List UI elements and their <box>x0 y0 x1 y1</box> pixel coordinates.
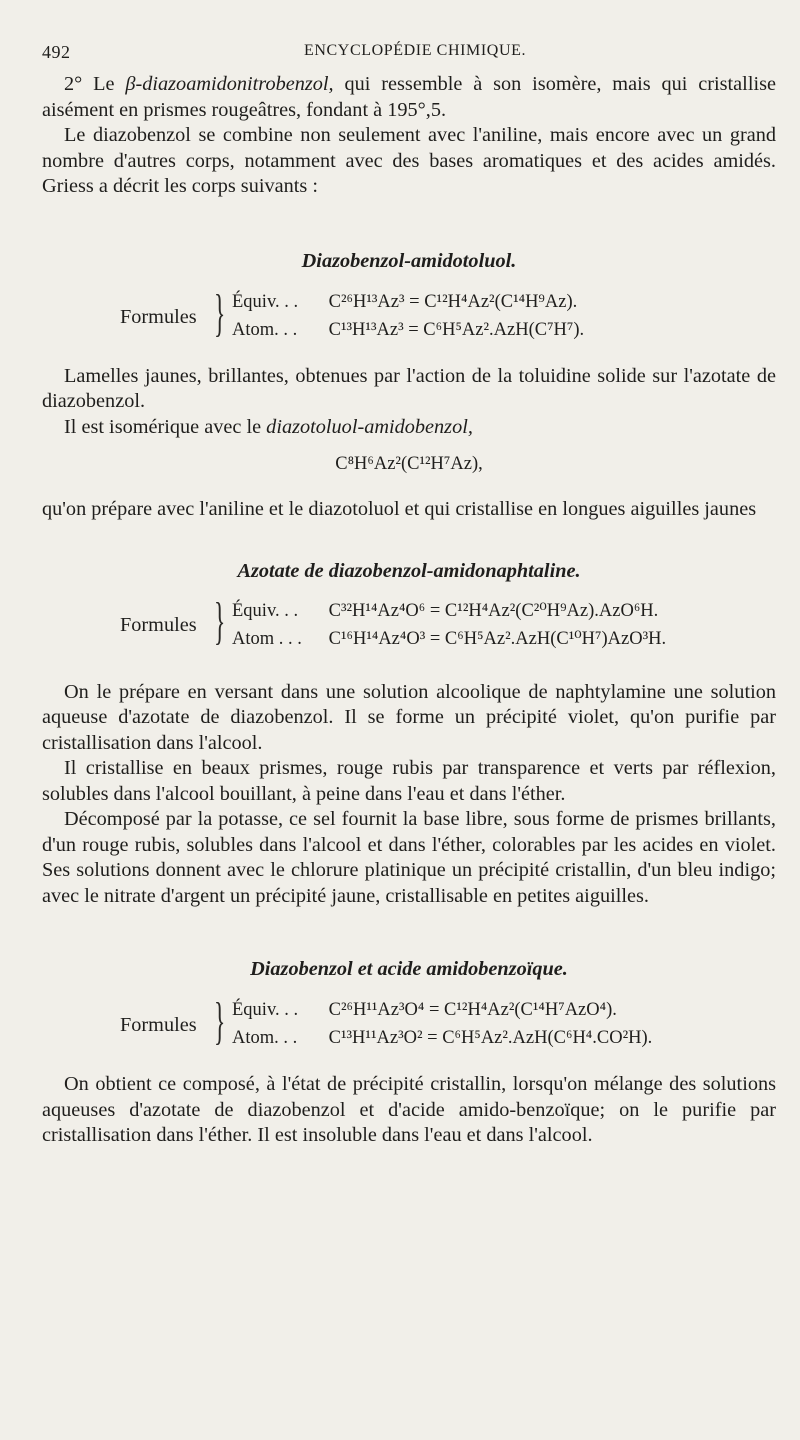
formula-row-atom <box>232 1028 652 1049</box>
formula-atom: C¹³H¹¹Az³O² = C⁶H⁵Az².AzH(C⁶H⁴.CO²H). <box>328 1028 653 1048</box>
isomer-formula: C⁸H⁶Az²(C¹²H⁷Az), <box>335 454 483 474</box>
formula-kind-equiv: Équiv. . . <box>232 291 299 312</box>
paragraph-crystallisation: Il cristallise en beaux prismes, rouge rubis par transparence et verts par réflexion, solubles dans l'alcool bouillant, à peine dans l'eau et dans l'éther. <box>42 757 776 805</box>
page-header <box>42 38 776 64</box>
paragraph-preparation: On le prépare en versant dans une solution alcoolique de naphtylamine une solution aqueuse d'azotate de diazobenzol. Il se forme un précipité violet, qu'on purifie par cristallisation dans l'alcool. <box>42 680 776 754</box>
formula-block-amidonaphtaline <box>42 592 776 660</box>
compound-name-italic: β-diazoamidonitrobenzol, <box>125 73 334 95</box>
paragraph-diazobenzol-combinations: Le diazobenzol se combine non seulement avec l'aniline, mais encore avec un grand nombre d'autres corps, notamment avec des bases aromatiques et des acides amidés. Griess a décrit les corps suivants : <box>42 124 776 197</box>
section-title-diazobenzol-acide-amidobenzoique: Diazobenzol et acide amidobenzoïque. <box>250 958 568 980</box>
formulas-label: Formules <box>120 305 197 328</box>
formula-equiv: C²⁶H¹¹Az³O⁴ = C¹²H⁴Az²(C¹⁴H⁷AzO⁴). <box>328 1000 617 1020</box>
formulas-label: Formules <box>120 613 197 636</box>
formula-atom: C¹³H¹³Az³ = C⁶H⁵Az².AzH(C⁷H⁷). <box>328 319 585 340</box>
paragraph-lead: Il est isomérique avec le <box>64 415 267 438</box>
brace-icon: } <box>214 592 226 650</box>
paragraph-obtention: On obtient ce composé, à l'état de précipité cristallin, lorsqu'on mélange des solutions aqueuses d'azotate de diazobenzol et d'acide amido-benzoïque; on le purifie par cristallisation dans l'éther. Il est insoluble dans l'eau et dans l'alcool. <box>42 1073 776 1146</box>
formula-equiv: C³²H¹⁴Az⁴O⁶ = C¹²H⁴Az²(C²⁰H⁹Az).AzO⁶H. <box>328 600 659 621</box>
formula-kind-equiv: Équiv. . . <box>232 600 299 621</box>
formula-row-equiv <box>232 292 577 313</box>
formula-kind-atom: Atom. . . <box>232 1028 298 1048</box>
page-number: 492 <box>42 42 71 62</box>
paragraph-lead: 2° Le <box>64 73 126 95</box>
formula-row-atom <box>232 320 584 341</box>
running-title: ENCYCLOPÉDIE CHIMIQUE. <box>304 42 527 59</box>
compound-name-italic: diazotoluol-amidobenzol, <box>266 415 473 438</box>
formula-kind-atom: Atom. . . <box>232 319 298 340</box>
formula-kind-atom: Atom . . . <box>232 628 302 649</box>
formulas-label: Formules <box>120 1014 197 1036</box>
formula-block-amidotoluol <box>42 284 776 352</box>
paragraph-rest: qui ressemble à son isomère, mais qui cristallise aisément en prismes rougeâtres, fondant à 195°,5. <box>42 73 776 121</box>
formula-row-equiv <box>232 1000 617 1021</box>
formula-atom: C¹⁶H¹⁴Az⁴O³ = C⁶H⁵Az².AzH(C¹⁰H⁷)AzO³H. <box>328 628 667 649</box>
formula-block-amidobenzoique <box>42 993 776 1060</box>
brace-icon: } <box>214 284 226 342</box>
paragraph-aiguilles: qu'on prépare avec l'aniline et le diazotoluol et qui cristallise en longues aiguilles jaunes <box>42 498 757 520</box>
paragraph-isomer <box>42 415 776 441</box>
paragraph-beta-diazoamidonitrobenzol <box>42 72 776 123</box>
brace-icon: } <box>214 993 226 1050</box>
formula-equiv: C²⁶H¹³Az³ = C¹²H⁴Az²(C¹⁴H⁹Az). <box>328 291 578 312</box>
paragraph-decomposition: Décomposé par la potasse, ce sel fournit la base libre, sous forme de prismes brillants, d'un rouge rubis, solubles dans l'alcool et dans l'éther, colorables par les acides en violet. Ses solutions donnent avec le chlorure platinique un précipité cristallin, d'un bleu indigo; avec le nitrate d'argent un précipité jaune, cristallisable en petites aiguilles. <box>42 808 776 907</box>
formula-kind-equiv: Équiv. . . <box>232 1000 299 1020</box>
section-title-diazobenzol-amidotoluol: Diazobenzol-amidotoluol. <box>301 249 517 272</box>
formula-row-equiv <box>232 600 658 622</box>
section-title-azotate-diazobenzol-amidonaphtaline: Azotate de diazobenzol-amidonaphtaline. <box>237 559 581 582</box>
formula-row-atom <box>232 628 666 650</box>
paragraph-lamelles: Lamelles jaunes, brillantes, obtenues par l'action de la toluidine solide sur l'azotate de diazobenzol. <box>42 364 776 412</box>
